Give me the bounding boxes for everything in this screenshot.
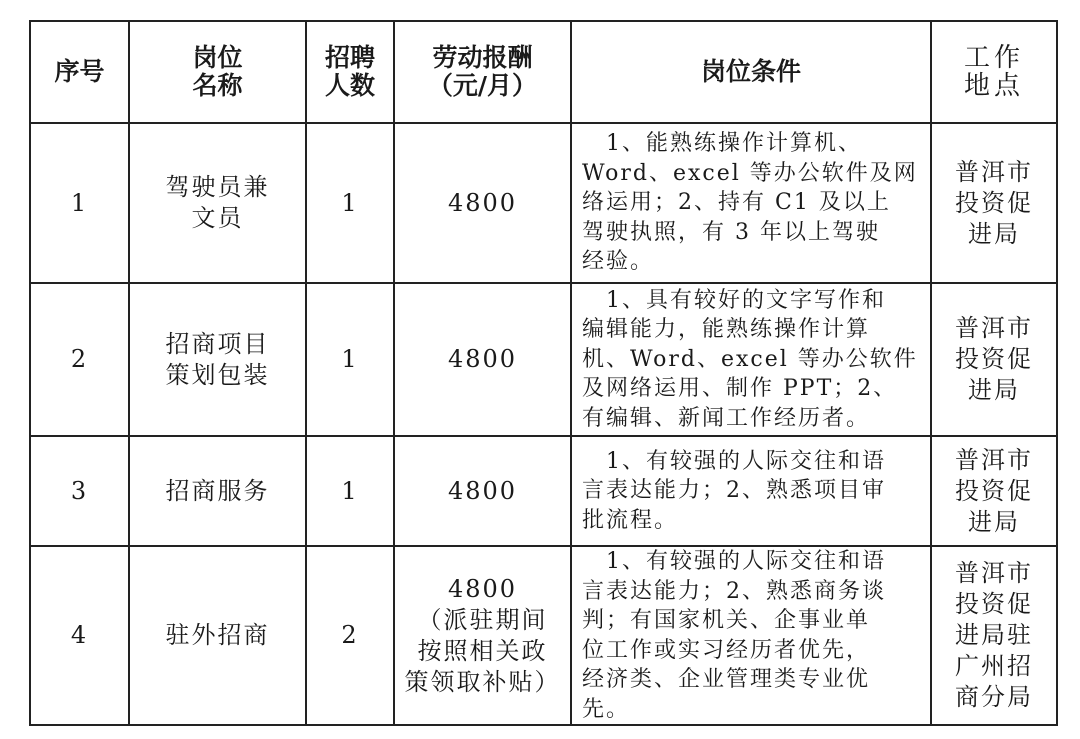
text-line: 4800 [447,476,518,505]
text-line: 1、能熟练操作计算机、 [606,131,862,157]
cell-position [129,546,306,725]
text-line: 言表达能力；2、熟悉项目审 [582,478,886,504]
text-line: 招聘 [324,43,375,72]
text-line: 驾驶执照，有 3 年以上驾驶 [582,219,880,245]
text-line: 判；有国家机关、企事业单 [582,608,871,633]
recruitment-table [29,20,1058,726]
cell-salary [394,546,571,725]
cell-conditions [571,436,931,546]
cell-count: 2 [306,546,394,725]
header-position [129,21,306,123]
text-line: 商分局 [955,683,1033,711]
table-row [30,546,1057,725]
table-row [30,283,1057,436]
text-line: 投资促 [955,590,1033,618]
text-line: 普洱市 [955,314,1033,342]
text-line: 普洱市 [955,445,1033,474]
text-line: （派驻期间 [417,605,548,634]
text-line: 投资促 [955,476,1033,505]
cell-location [931,283,1057,436]
text-line: 人数 [324,71,375,100]
text-line: 普洱市 [955,157,1033,186]
text-line: 工作 [963,43,1024,73]
header-conditions [571,21,931,123]
text-line: 岗位 [192,43,243,72]
header-row [30,21,1057,123]
table-row [30,436,1057,546]
header-location [931,21,1057,123]
text-line: 文员 [191,204,244,232]
text-line: 招商项目 [165,329,270,358]
text-line: （元/月） [427,71,538,100]
text-line: 1、具有较好的文字写作和 [606,287,886,313]
text-line: 招商服务 [165,476,270,505]
text-line: 络运用；2、持有 C1 及以上 [582,190,891,216]
text-line: 序号 [54,57,105,86]
cell-conditions [571,123,931,283]
text-line: 广州招 [955,652,1033,680]
text-line: 按照相关政 [417,636,548,665]
cell-salary [394,123,571,283]
cell-position [129,123,306,283]
header-count [306,21,394,123]
text-line: 1、有较强的人际交往和语 [606,448,886,474]
text-line: 及网络运用、制作 PPT；2、 [582,376,898,402]
cell-no: 1 [30,123,129,283]
text-line: 策划包装 [165,360,270,389]
text-line: 4800 [447,345,518,373]
cell-location [931,123,1057,283]
text-line: 4800 [447,574,518,603]
cell-no: 2 [30,283,129,436]
header-salary [394,21,571,123]
text-line: 进局驻 [955,621,1033,649]
cell-location [931,436,1057,546]
table-row [30,123,1057,283]
cell-conditions [571,546,931,725]
text-line: 先。 [582,696,631,722]
cell-position [129,283,306,436]
cell-no: 4 [30,546,129,725]
text-line: 经验。 [582,249,655,275]
cell-salary [394,283,571,436]
cell-count: 1 [306,283,394,436]
text-line: 岗位条件 [700,57,801,86]
text-line: 普洱市 [955,559,1033,587]
cell-salary [394,436,571,546]
header-no [30,21,129,123]
text-line: Word、excel 等办公软件及网 [582,160,918,186]
text-line: 言表达能力；2、熟悉商务谈 [582,578,886,604]
text-line: 驾驶员兼 [165,173,270,201]
text-line: 进局 [968,507,1020,536]
text-line: 有编辑、新闻工作经历者。 [582,405,871,431]
cell-position [129,436,306,546]
text-line: 编辑能力，能熟练操作计算 [582,317,871,343]
text-line: 驻外招商 [165,621,270,649]
text-line: 地点 [963,71,1024,101]
cell-location [931,546,1057,725]
cell-no: 3 [30,436,129,546]
text-line: 劳动报酬 [432,43,533,72]
cell-conditions [571,283,931,436]
text-line: 位工作或实习经历者优先， [582,637,871,663]
text-line: 机、Word、excel 等办公软件 [582,346,918,372]
text-line: 经济类、企业管理类专业优 [582,667,871,692]
text-line: 进局 [968,376,1020,404]
text-line: 投资促 [955,345,1033,373]
text-line: 4800 [447,188,518,217]
text-line: 投资促 [955,188,1033,217]
text-line: 批流程。 [582,507,679,533]
text-line: 进局 [968,219,1020,248]
text-line: 策领取补贴） [404,667,561,696]
text-line: 1、有较强的人际交往和语 [606,549,886,574]
cell-count: 1 [306,123,394,283]
cell-count: 1 [306,436,394,546]
text-line: 名称 [192,71,243,100]
